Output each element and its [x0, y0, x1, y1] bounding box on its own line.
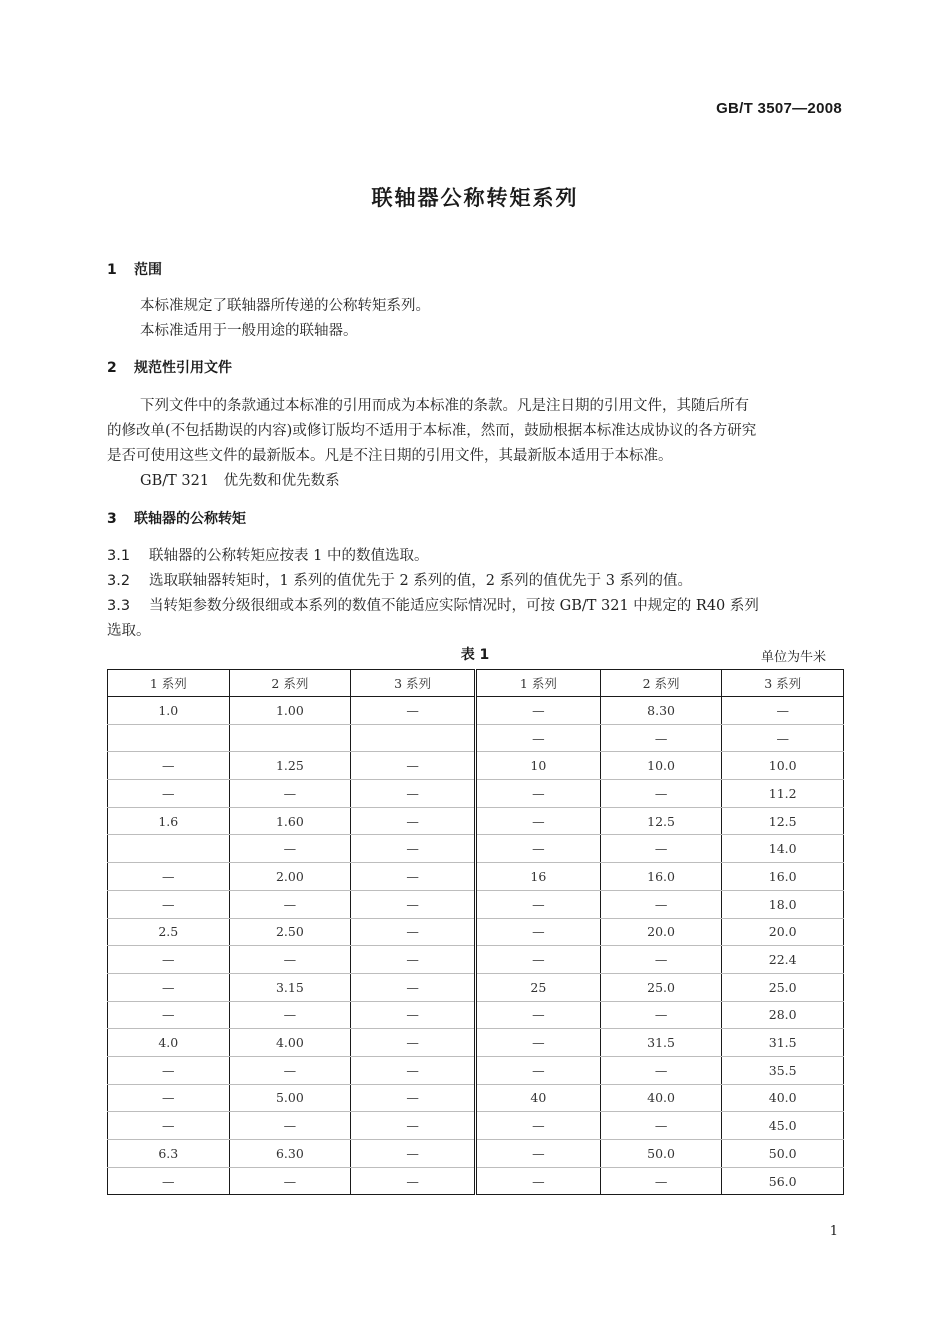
section-number: 1 — [107, 262, 117, 278]
table-cell: 35.5 — [722, 1056, 844, 1084]
table-cell: 22.4 — [722, 946, 844, 974]
table-cell: 16.0 — [722, 863, 844, 891]
table-cell: — — [229, 890, 351, 918]
clause-text: 联轴器的公称转矩应按表 1 中的数值选取。 — [149, 548, 429, 564]
table-row — [108, 946, 844, 974]
table-cell: 25.0 — [722, 973, 844, 1001]
table-row — [108, 724, 844, 752]
table-cell — [108, 835, 230, 863]
table-row — [108, 1029, 844, 1057]
table-cell: — — [108, 752, 230, 780]
table-cell: — — [108, 973, 230, 1001]
column-header: 3 系列 — [722, 670, 844, 697]
table-cell: 4.00 — [229, 1029, 351, 1057]
page-number: 1 — [829, 1224, 838, 1239]
table-cell: — — [351, 1029, 476, 1057]
section-title: 规范性引用文件 — [134, 360, 232, 376]
table-cell: 1.25 — [229, 752, 351, 780]
table-cell: — — [475, 807, 600, 835]
table-cell: 8.30 — [600, 697, 722, 725]
table-cell: — — [600, 1056, 722, 1084]
table-cell: — — [351, 863, 476, 891]
table-cell: 1.6 — [108, 807, 230, 835]
table-cell: — — [600, 1112, 722, 1140]
table-cell: 10.0 — [722, 752, 844, 780]
table-cell: 10 — [475, 752, 600, 780]
table-cell: — — [108, 1167, 230, 1195]
section-number: 2 — [107, 360, 117, 376]
table-cell: — — [600, 1001, 722, 1029]
table-row — [108, 918, 844, 946]
clause-continuation: 选取。 — [107, 623, 151, 639]
table-row — [108, 752, 844, 780]
table-cell: 25 — [475, 973, 600, 1001]
table-unit: 单位为牛米 — [760, 650, 826, 665]
table-cell: 45.0 — [722, 1112, 844, 1140]
table-cell: — — [475, 1029, 600, 1057]
table-cell: — — [475, 1001, 600, 1029]
document-title: 联轴器公称转矩系列 — [371, 186, 579, 210]
table-cell: — — [475, 918, 600, 946]
table-cell: 10.0 — [600, 752, 722, 780]
table-row — [108, 835, 844, 863]
table-cell: — — [600, 946, 722, 974]
table-cell: — — [475, 1112, 600, 1140]
paragraph-line: 下列文件中的条款通过本标准的引用而成为本标准的条款。凡是注日期的引用文件，其随后所有 — [140, 398, 749, 414]
table-header-row — [108, 670, 844, 697]
table-cell: 12.5 — [722, 807, 844, 835]
table-cell: — — [229, 780, 351, 808]
table-cell: 2.5 — [108, 918, 230, 946]
clause-3-3 — [107, 594, 759, 615]
table-row — [108, 863, 844, 891]
table-cell: — — [351, 890, 476, 918]
table-row — [108, 807, 844, 835]
torque-series-table — [107, 669, 844, 1195]
table-cell: — — [722, 697, 844, 725]
clause-text: 选取联轴器转矩时，1 系列的值优先于 2 系列的值，2 系列的值优先于 3 系列的值。 — [149, 573, 693, 589]
table-row — [108, 1056, 844, 1084]
table-cell: 25.0 — [600, 973, 722, 1001]
table-cell: — — [475, 835, 600, 863]
table-cell: — — [229, 1001, 351, 1029]
table-cell: — — [229, 835, 351, 863]
table-cell: — — [475, 1056, 600, 1084]
table-cell: — — [600, 724, 722, 752]
table-cell — [229, 724, 351, 752]
clause-3-1 — [107, 544, 428, 565]
clause-number: 3.2 — [107, 573, 131, 589]
table-cell: 3.15 — [229, 973, 351, 1001]
table-cell: 12.5 — [600, 807, 722, 835]
table-row — [108, 1112, 844, 1140]
table-cell: — — [108, 890, 230, 918]
table-cell: — — [475, 1167, 600, 1195]
table-cell: 16.0 — [600, 863, 722, 891]
table-cell: 56.0 — [722, 1167, 844, 1195]
table-cell: — — [351, 752, 476, 780]
table-cell: — — [475, 890, 600, 918]
table-cell: — — [108, 946, 230, 974]
clause-3-2 — [107, 569, 692, 590]
clause-number: 3.3 — [107, 598, 131, 614]
table-cell: 20.0 — [600, 918, 722, 946]
table-cell: — — [108, 863, 230, 891]
table-cell: 2.50 — [229, 918, 351, 946]
table-cell: — — [351, 697, 476, 725]
column-header: 2 系列 — [600, 670, 722, 697]
table-cell: — — [351, 1112, 476, 1140]
table-cell: 40 — [475, 1084, 600, 1112]
table-cell: — — [351, 1001, 476, 1029]
paragraph-line: 是否可使用这些文件的最新版本。凡是不注日期的引用文件，其最新版本适用于本标准。 — [107, 448, 673, 464]
table-cell: — — [351, 835, 476, 863]
table-cell: — — [351, 918, 476, 946]
table-cell — [108, 724, 230, 752]
table-cell: 16 — [475, 863, 600, 891]
clause-text: 当转矩参数分级很细或本系列的数值不能适应实际情况时，可按 GB/T 321 中规定的 R40 系列 — [149, 598, 759, 614]
table-cell: 31.5 — [600, 1029, 722, 1057]
table-cell: 6.3 — [108, 1140, 230, 1168]
paragraph-line: 的修改单(不包括勘误的内容)或修订版均不适用于本标准，然而，鼓励根据本标准达成协议的各方研究 — [107, 423, 757, 439]
column-header: 2 系列 — [229, 670, 351, 697]
table-cell: — — [229, 1056, 351, 1084]
table-cell: — — [351, 973, 476, 1001]
table-cell: — — [108, 780, 230, 808]
table-row — [108, 890, 844, 918]
column-header: 3 系列 — [351, 670, 476, 697]
table-cell: — — [229, 1167, 351, 1195]
section-2-heading — [107, 357, 232, 377]
table-cell: — — [351, 1084, 476, 1112]
table-cell: 20.0 — [722, 918, 844, 946]
table-cell: — — [351, 946, 476, 974]
table-row — [108, 1001, 844, 1029]
table-cell: 40.0 — [600, 1084, 722, 1112]
table-cell: 1.0 — [108, 697, 230, 725]
section-title: 联轴器的公称转矩 — [134, 511, 246, 527]
section-title: 范围 — [134, 262, 162, 278]
table-row — [108, 1084, 844, 1112]
table-cell: 50.0 — [600, 1140, 722, 1168]
table-cell: 28.0 — [722, 1001, 844, 1029]
table-caption: 表 1 — [460, 647, 490, 663]
table-cell: — — [351, 807, 476, 835]
table-cell: — — [475, 1140, 600, 1168]
table-cell: — — [351, 780, 476, 808]
table-cell: — — [108, 1001, 230, 1029]
table-cell: — — [600, 835, 722, 863]
table-cell: — — [229, 1112, 351, 1140]
table-cell: 1.00 — [229, 697, 351, 725]
standard-code: GB/T 3507—2008 — [716, 100, 842, 117]
section-3-heading — [107, 508, 246, 528]
table-cell: 31.5 — [722, 1029, 844, 1057]
clause-number: 3.1 — [107, 548, 131, 564]
normative-reference: GB/T 321 优先数和优先数系 — [140, 473, 340, 489]
table-row — [108, 780, 844, 808]
table-cell: 40.0 — [722, 1084, 844, 1112]
column-header: 1 系列 — [475, 670, 600, 697]
table-cell: 11.2 — [722, 780, 844, 808]
table-cell: 4.0 — [108, 1029, 230, 1057]
table-cell: 1.60 — [229, 807, 351, 835]
table-cell: 14.0 — [722, 835, 844, 863]
paragraph: 本标准适用于一般用途的联轴器。 — [140, 323, 358, 339]
table-cell: — — [475, 697, 600, 725]
table-cell: — — [475, 724, 600, 752]
table-row — [108, 1167, 844, 1195]
table-cell: 6.30 — [229, 1140, 351, 1168]
table-cell: — — [351, 1056, 476, 1084]
table-cell: — — [351, 1167, 476, 1195]
table-cell: — — [475, 946, 600, 974]
table-cell: — — [722, 724, 844, 752]
table-cell: — — [600, 1167, 722, 1195]
column-header: 1 系列 — [108, 670, 230, 697]
table-cell: — — [475, 780, 600, 808]
table-row — [108, 1140, 844, 1168]
table-cell: 50.0 — [722, 1140, 844, 1168]
table-cell: 18.0 — [722, 890, 844, 918]
table-cell: 2.00 — [229, 863, 351, 891]
table-cell: 5.00 — [229, 1084, 351, 1112]
table-cell: — — [108, 1084, 230, 1112]
table-row — [108, 973, 844, 1001]
table-cell: — — [600, 780, 722, 808]
table-cell: — — [108, 1112, 230, 1140]
section-1-heading — [107, 259, 162, 279]
paragraph: 本标准规定了联轴器所传递的公称转矩系列。 — [140, 298, 430, 314]
table-row — [108, 697, 844, 725]
table-cell: — — [108, 1056, 230, 1084]
table-cell: — — [229, 946, 351, 974]
table-cell: — — [600, 890, 722, 918]
section-number: 3 — [107, 511, 117, 527]
table-cell — [351, 724, 476, 752]
table-cell: — — [351, 1140, 476, 1168]
